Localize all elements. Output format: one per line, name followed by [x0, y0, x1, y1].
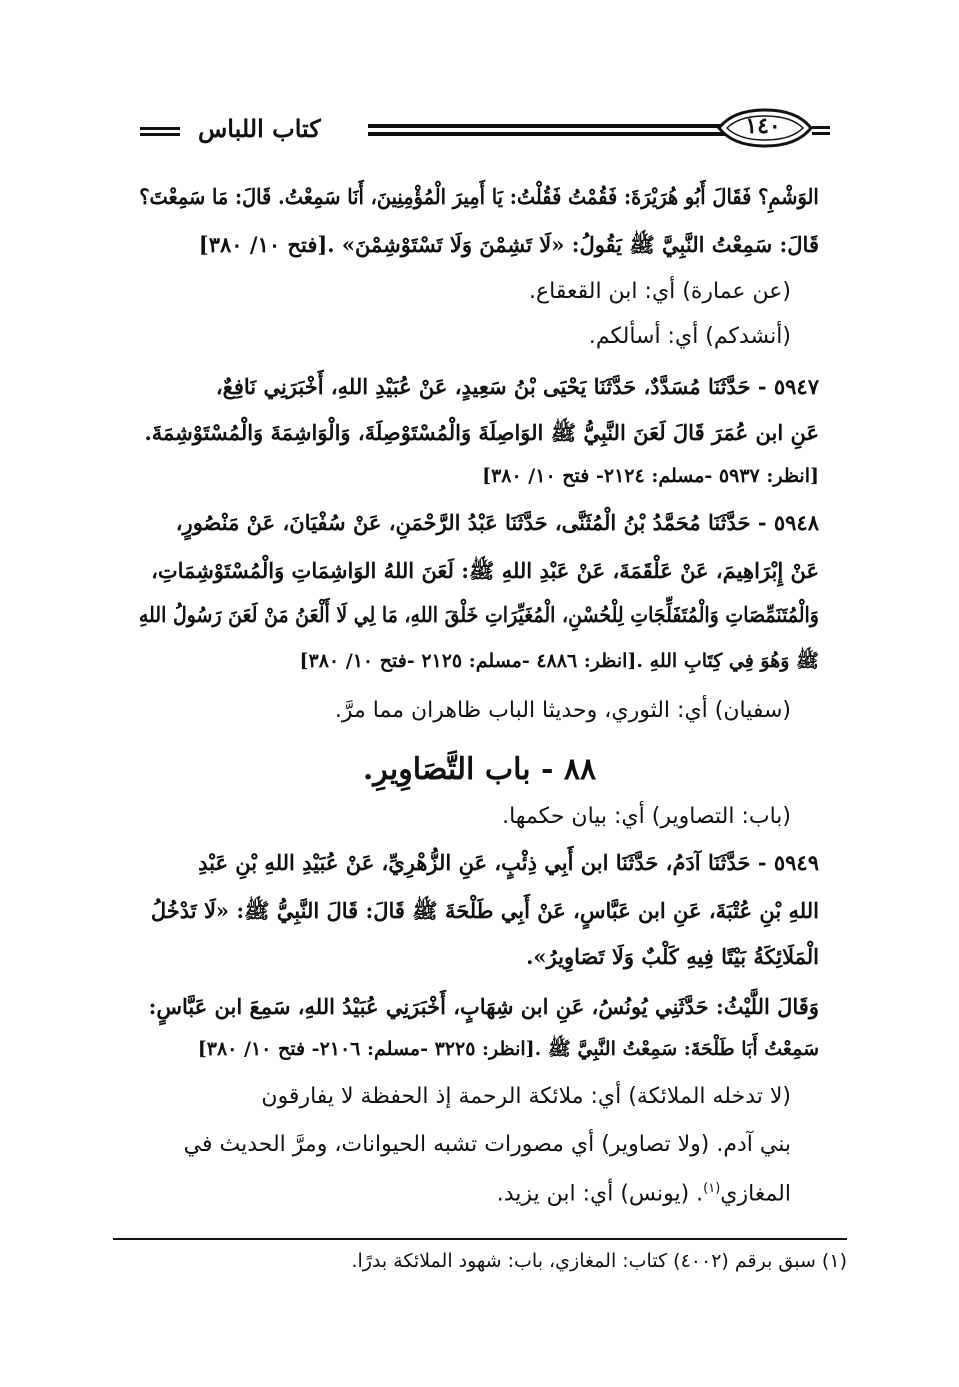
hadith-5947: ٥٩٤٧ - حَدَّثَنَا مُسَدَّدٌ، حَدَّثَنَا يَحْيَى بْنُ سَعِيدٍ، عَنْ عُبَيْدِ اللهِ، أَخْبَرَنِي نَافِعٌ،	[215, 374, 819, 399]
text-line: وَالْمُتَنَمِّصَاتِ وَالْمُتَفَلِّجَاتِ لِلْحُسْنِ، الْمُغَيِّرَاتِ خَلْقَ اللهِ، مَا لِي لَا أَلْعَنُ مَنْ لَعَنَ رَسُولُ اللهِ	[138, 602, 819, 627]
commentary-line: (سفيان) أي: الثوري، وحديثا الباب ظاهران مما مرَّ.	[334, 698, 791, 723]
footnote: (١) سبق برقم (٤٠٠٢) كتاب: المغازي، باب: شهود الملائكة بدرًا.	[351, 1250, 847, 1272]
text-line: عَنِ ابن عُمَرَ قَالَ لَعَنَ النَّبِيُّ ﷺ الوَاصِلَةَ وَالْمُسْتَوْصِلَةَ، وَالْوَاشِمَةَ وَالْمُسْتَوْشِمَةَ.	[144, 420, 819, 445]
commentary-line: بني آدم. (ولا تصاوير) أي مصورات تشبه الحيوانات، ومرَّ الحديث في	[183, 1132, 791, 1157]
header-rule-short	[140, 127, 180, 136]
chapter-title: ٨٨ - باب التَّصَاوِيرِ.	[362, 752, 597, 787]
text-line: وَقَالَ اللَّيْثُ: حَدَّثَنِي يُونُسُ، عَنِ ابن شِهَابٍ، أَخْبَرَنِي عُبَيْدُ اللهِ، سَمِعَ ابن عَبَّاسٍ:	[148, 994, 819, 1019]
commentary-text: المغازي	[720, 1181, 791, 1207]
page-number-badge	[715, 108, 815, 148]
reference-line: ﷺ وَهُوَ فِي كِتَابِ اللهِ .[انظر: ٤٨٨٦ -مسلم: ٢١٢٥ -فتح ١٠/ ٣٨٠]	[299, 650, 819, 672]
footnote-marker[interactable]: (١)	[703, 1181, 721, 1196]
commentary-text: . (يونس) أي: ابن يزيد.	[496, 1181, 704, 1207]
text-line: عَنْ إِبْرَاهِيمَ، عَنْ عَلْقَمَةَ، عَنْ عَبْدِ اللهِ ﷺ: لَعَنَ اللهُ الوَاشِمَاتِ وَالْمُسْتَوْشِمَاتِ،	[151, 558, 819, 583]
commentary-line: (باب: التصاوير) أي: بيان حكمها.	[502, 804, 791, 829]
footnote-separator	[113, 1238, 847, 1240]
page-number: ١٤٠	[745, 113, 781, 139]
hadith-5948: ٥٩٤٨ - حَدَّثَنَا مُحَمَّدُ بْنُ الْمُثَنَّى، حَدَّثَنَا عَبْدُ الرَّحْمَنِ، عَنْ سُفْيَانَ، عَنْ مَنْصُورٍ،	[175, 510, 819, 535]
reference-line: سَمِعْتُ أَبَا طَلْحَةَ: سَمِعْتُ النَّبِيَّ ﷺ .[انظر: ٣٢٢٥ -مسلم: ٢١٠٦- فتح ١٠/ ٣٨٠]	[197, 1038, 819, 1060]
commentary-line	[497, 1182, 791, 1205]
book-title: كتاب اللباس	[198, 114, 321, 143]
commentary-line: (أنشدكم) أي: أسألكم.	[588, 324, 791, 349]
reference-line: [انظر: ٥٩٣٧ -مسلم: ٢١٢٤- فتح ١٠/ ٣٨٠]	[482, 465, 819, 487]
header-rule-tail	[812, 126, 830, 136]
header-rule-long	[368, 124, 748, 136]
text-line: قَالَ: سَمِعْتُ النَّبِيَّ ﷺ يَقُولُ: «لَا تَشِمْنَ وَلَا تَسْتَوْشِمْنَ» .[فتح ١٠/ ٣٨٠]	[198, 232, 819, 257]
text-line: الْمَلَائِكَةُ بَيْتًا فِيهِ كَلْبٌ وَلَا تَصَاوِيرُ».	[526, 944, 819, 969]
text-line: اللهِ بْنِ عُتْبَةَ، عَنِ ابن عَبَّاسٍ، عَنْ أَبِي طَلْحَةَ ﷺ قَالَ: قَالَ النَّبِيُّ ﷺ: «لَا تَدْخُلُ	[150, 898, 819, 923]
page-header	[140, 108, 830, 152]
text-line: الوَشْمِ؟ فَقَالَ أَبُو هُرَيْرَةَ: فَقُمْتُ فَقُلْتُ: يَا أَمِيرَ الْمُؤْمِنِينَ، أَنَا سَمِعْتُ. قَالَ: مَا سَمِعْتَ؟	[139, 184, 819, 209]
hadith-5949: ٥٩٤٩ - حَدَّثَنَا آدَمُ، حَدَّثَنَا ابن أَبِي ذِئْبٍ، عَنِ الزُّهْرِيِّ، عَنْ عُبَيْدِ اللهِ بْنِ عَبْدِ	[198, 850, 819, 875]
commentary-line: (لا تدخله الملائكة) أي: ملائكة الرحمة إذ الحفظة لا يفارقون	[261, 1084, 791, 1109]
commentary-line: (عن عمارة) أي: ابن القعقاع.	[529, 279, 791, 304]
